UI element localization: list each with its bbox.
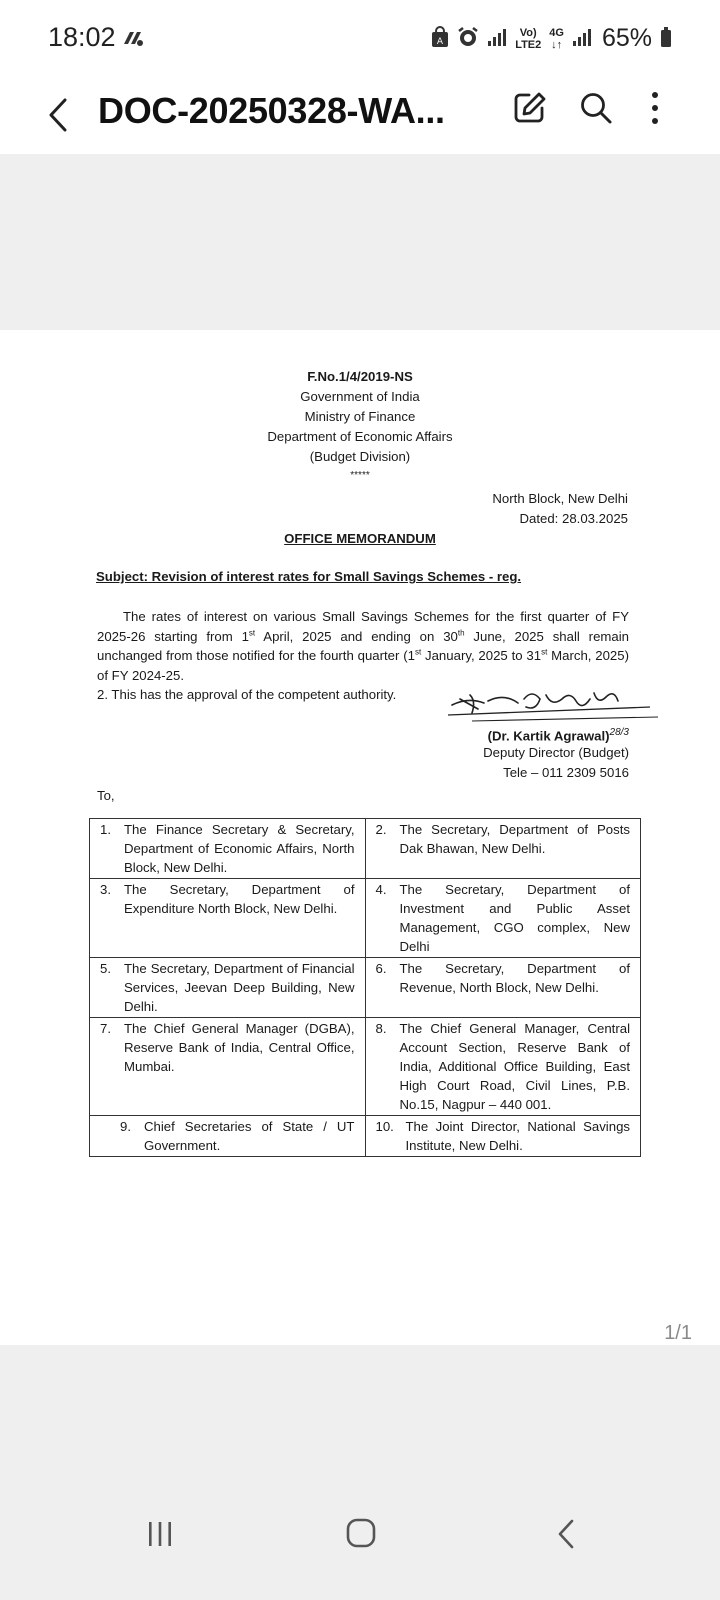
signature-date: 28/3 [609,727,629,738]
memo-subject: Subject: Revision of interest rates for Small Savings Schemes - reg. [96,569,522,584]
document-page[interactable] [0,330,720,1345]
table-row [90,1116,641,1157]
memo-date: Dated: 28.03.2025 [519,511,628,526]
table-row [90,958,641,1018]
table-row [90,819,641,879]
signal-bars-icon [487,27,507,51]
addressee-cell: 3. The Secretary, Department of Expenditure North Block, New Delhi. [90,879,366,958]
memo-paragraph-1: The rates of interest on various Small Savings Schemes for the first quarter of FY 2025-26 starting from 1st April, 2025 and ending on 30th June, 2025 shall remain unchanged from those notified for the fourth quarter (1st January, 2025 to 31st March, 2025) of FY 2024-25. [97,609,629,683]
addressee-cell: 6. The Secretary, Department of Revenue, North Block, New Delhi. [365,958,641,1018]
nav-back-button[interactable] [556,1518,576,1550]
signatory-name: (Dr. Kartik Agrawal)$^{28/3}$ [487,727,629,744]
battery-icon [660,26,672,52]
memo-paragraph-2: 2. This has the approval of the competent authority. [97,687,397,702]
edit-button[interactable] [511,90,555,134]
app-toolbar [0,80,720,154]
more-vertical-icon [650,90,660,126]
header-separator: ***** [350,470,370,481]
addressee-cell: 9. Chief Secretaries of State / UT Government. [90,1116,366,1157]
signatory-designation: Deputy Director (Budget) [483,745,629,760]
page-counter: 1/1 [664,1322,692,1344]
recent-apps-icon [148,1520,172,1548]
signal-bars-2-icon [572,27,592,51]
office-memorandum [0,330,720,1345]
addressee-cell: 4. The Secretary, Department of Investment and Public Asset Management, CGO complex, New Delhi [365,879,641,958]
header-ministry: Ministry of Finance [304,409,416,424]
status-bar [0,0,720,80]
edit-icon [511,90,547,126]
memo-title: OFFICE MEMORANDUM [284,531,436,546]
back-arrow-icon [556,1518,576,1550]
search-icon [578,90,614,126]
network-4g-indicator: 4G ↓↑ [549,26,564,51]
chevron-left-icon [47,97,69,133]
status-indicators [431,24,672,53]
home-icon [346,1518,376,1548]
system-navigation-bar [0,1490,720,1600]
header-division: (Budget Division) [309,449,411,464]
status-time: 18:02 [48,22,116,52]
more-options-button[interactable] [650,90,674,134]
addressee-cell: 2. The Secretary, Department of Posts Dak Bhawan, New Delhi. [365,819,641,879]
home-button[interactable] [346,1518,376,1548]
alarm-icon [457,26,479,52]
svg-text:A: A [437,36,444,47]
addressee-table [89,818,641,1157]
to-label: To, [97,788,115,803]
header-department: Department of Economic Affairs [267,429,453,444]
search-button[interactable] [578,90,622,134]
addressee-cell: 5. The Secretary, Department of Financial Services, Jeevan Deep Building, New Delhi. [90,958,366,1018]
volte-indicator: Vo) LTE2 [515,26,542,51]
back-button[interactable] [38,90,78,140]
addressee-cell: 1. The Finance Secretary & Secretary, Department of Economic Affairs, North Block, New Delhi. [90,819,366,879]
document-title: DOC-20250328-WA... [98,90,445,131]
battery-percentage: 65% [601,24,652,52]
table-row [90,879,641,958]
signatory-telephone: Tele – 011 2309 5016 [503,765,629,780]
header-government: Government of India [300,389,420,404]
memo-place: North Block, New Delhi [492,491,628,506]
recent-apps-button[interactable] [148,1520,172,1548]
addressee-cell: 10. The Joint Director, National Savings Institute, New Delhi. [365,1116,641,1157]
addressee-cell: 8. The Chief General Manager, Central Account Section, Reserve Bank of India, Additional Office Building, East High Court Road, Civil Lines, P.B. No.15, Nagpur – 440 001. [365,1018,641,1116]
file-number: F.No.1/4/2019-NS [307,369,413,384]
addressee-cell: 7. The Chief General Manager (DGBA), Reserve Bank of India, Central Office, Mumbai. [90,1018,366,1116]
table-row [90,1018,641,1116]
notification-app-icon [122,30,144,52]
lock-notification-icon [431,26,449,52]
